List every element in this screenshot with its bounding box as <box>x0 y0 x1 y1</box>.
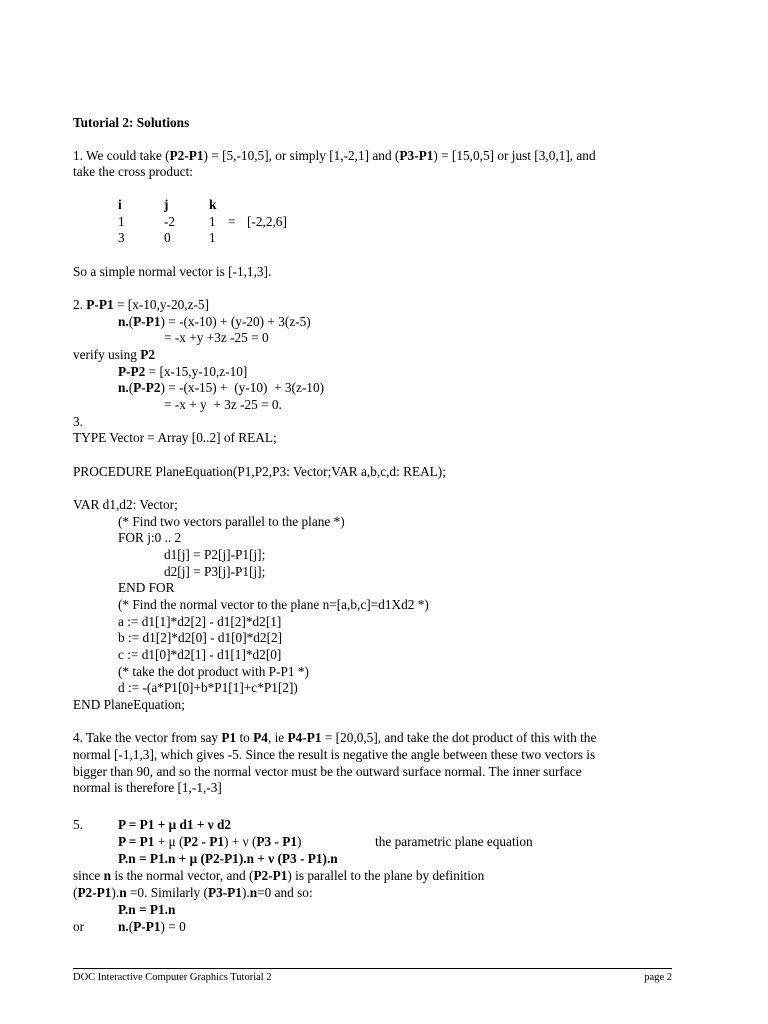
code-line: (* Find two vectors parallel to the plane *) <box>118 514 345 529</box>
q4-line-2: normal [-1,1,3], which gives -5. Since the result is negative the angle between these two vectors is <box>73 747 596 762</box>
q2-line-4: verify using P2 <box>73 347 155 362</box>
q5-line-5: (P2-P1).n =0. Similarly (P3-P1).n=0 and so: <box>73 885 313 900</box>
q4-line-4: normal is therefore [1,-1,-3] <box>73 780 222 795</box>
footer-rule <box>73 968 672 969</box>
q2-line-1: 2. P-P1 = [x-10,y-20,z-5] <box>73 297 210 312</box>
q1-conclusion: So a simple normal vector is [-1,1,3]. <box>73 264 272 279</box>
page-title: Tutorial 2: Solutions <box>73 115 190 130</box>
q3-number: 3. <box>73 414 83 429</box>
q4-line-1: 4. Take the vector from say P1 to P4, ie P4-P1 = [20,0,5], and take the dot product of this with the <box>73 730 597 745</box>
q2-line-2: n.(P-P1) = -(x-10) + (y-20) + 3(z-5) <box>118 314 311 329</box>
matrix-header-j: j <box>164 197 169 212</box>
q2-line-6: n.(P-P2) = -(x-15) + (y-10) + 3(z-10) <box>118 380 325 395</box>
q1-line-1: 1. We could take (P2-P1) = [5,-10,5], or simply [1,-2,1] and (P3-P1) = [15,0,5] or just [3,0,1], and <box>73 148 596 163</box>
code-line: END FOR <box>118 580 175 595</box>
q5-equation-2: P = P1 + μ (P2 - P1) + ν (P3 - P1) <box>118 834 302 849</box>
code-line: c := d1[0]*d2[1] - d1[1]*d2[0] <box>118 647 282 662</box>
q2-line-7: = -x + y + 3z -25 = 0. <box>164 397 282 412</box>
code-line: VAR d1,d2: Vector; <box>73 497 178 512</box>
q1-line-2: take the cross product: <box>73 164 194 179</box>
q5-equation-3: P.n = P1.n + μ (P2-P1).n + ν (P3 - P1).n <box>118 851 338 866</box>
cross-product-result: [-2,2,6] <box>247 214 287 229</box>
matrix-cell: 0 <box>164 230 171 245</box>
q5-equation-6: P.n = P1.n <box>118 902 176 917</box>
code-line: a := d1[1]*d2[2] - d1[2]*d2[1] <box>118 614 282 629</box>
code-line: d1[j] = P2[j]-P1[j]; <box>164 547 266 562</box>
code-line: d2[j] = P3[j]-P1[j]; <box>164 564 266 579</box>
q5-line-4: since n is the normal vector, and (P2-P1) is parallel to the plane by definition <box>73 868 485 883</box>
code-line: PROCEDURE PlaneEquation(P1,P2,P3: Vector;VAR a,b,c,d: REAL); <box>73 464 446 479</box>
matrix-cell: 3 <box>118 230 125 245</box>
or-word: or <box>73 919 85 934</box>
code-line: END PlaneEquation; <box>73 697 185 712</box>
footer-page-number: page 2 <box>644 972 672 983</box>
q2-line-5: P-P2 = [x-15,y-10,z-10] <box>118 364 248 379</box>
matrix-cell: 1 <box>209 230 216 245</box>
footer-left: DOC Interactive Computer Graphics Tutorial 2 <box>73 972 272 983</box>
q5-equation-7: n.(P-P1) = 0 <box>118 919 186 934</box>
code-line: d := -(a*P1[0]+b*P1[1]+c*P1[2]) <box>118 680 298 695</box>
matrix-header-k: k <box>209 197 217 212</box>
matrix-header-i: i <box>118 197 122 212</box>
q4-line-3: bigger than 90, and so the normal vector must be the outward surface normal. The inner surface <box>73 764 582 779</box>
code-line: (* Find the normal vector to the plane n=[a,b,c]=d1Xd2 *) <box>118 597 429 612</box>
matrix-cell: -2 <box>164 214 176 229</box>
q5-equation-note: the parametric plane equation <box>375 834 533 849</box>
q2-line-3: = -x +y +3z -25 = 0 <box>164 330 269 345</box>
q5-equation-1: P = P1 + μ d1 + ν d2 <box>118 817 232 832</box>
code-line: TYPE Vector = Array [0..2] of REAL; <box>73 430 277 445</box>
code-line: (* take the dot product with P-P1 *) <box>118 664 309 679</box>
code-line: b := d1[2]*d2[0] - d1[0]*d2[2] <box>118 630 283 645</box>
code-line: FOR j:0 .. 2 <box>118 530 182 545</box>
matrix-cell: 1 <box>209 214 216 229</box>
matrix-cell: 1 <box>118 214 125 229</box>
q5-number: 5. <box>73 817 83 832</box>
equals-sign: = <box>228 214 236 229</box>
